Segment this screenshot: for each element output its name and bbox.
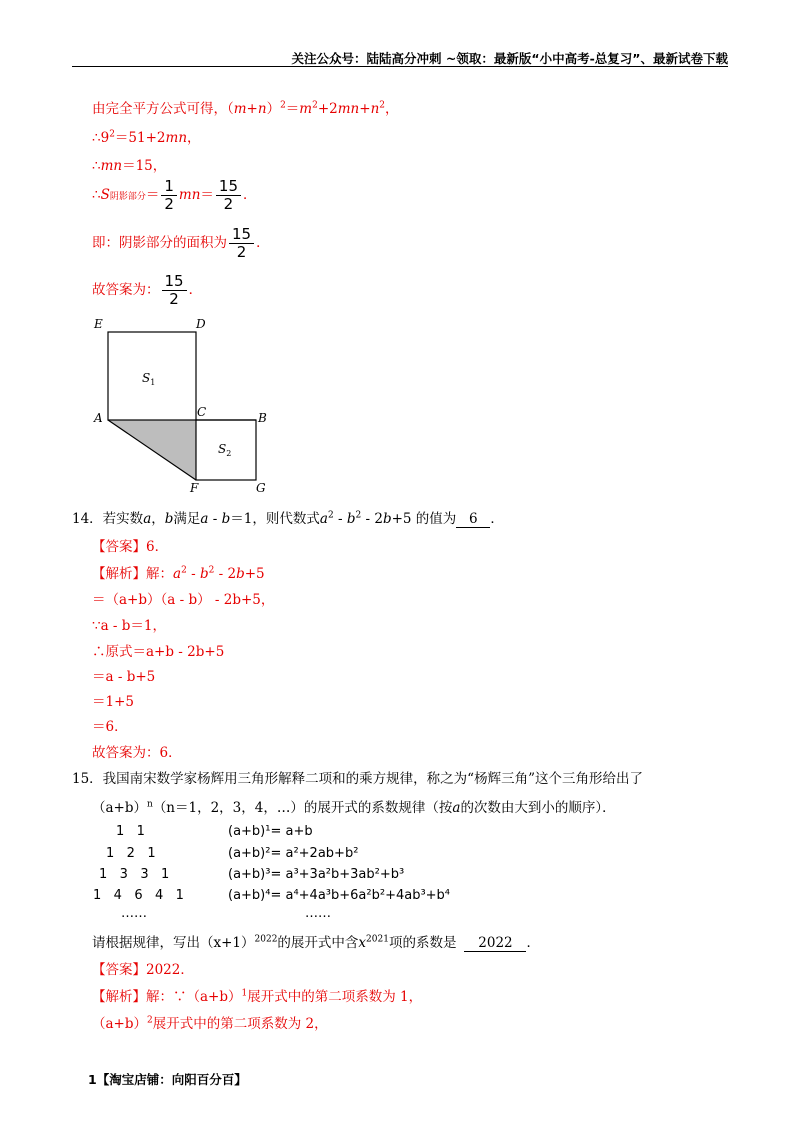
question-15-stem-line-1: 15．我国南宋数学家杨辉用三角形解释二项和的乘方规律，称之为“杨辉三角”这个三角形给出了: [72, 771, 643, 787]
solution-step: ∵a - b＝1，: [92, 618, 167, 634]
fraction-one-half: $\frac{1}{2}$: [161, 178, 177, 213]
solution-line-6: 故答案为： $\frac{15}{2}$ ．: [92, 272, 203, 308]
label-g: G: [256, 481, 266, 495]
label-d: D: [196, 317, 206, 331]
triangle-row: 1 2 1: [106, 846, 156, 861]
question-15-stem-line-2: $(a+b)^n(n=1$，2，3，4，…）的展开式的系数规律（按a的次数由大到小的顺序）．: [92, 799, 616, 816]
solution-step: ＝6．: [92, 719, 128, 735]
solution-step: ∴原式＝a+b - 2b+5: [92, 644, 225, 660]
page-header: 关注公众号：陆陆高分冲刺 ~领取：最新版“小中高考-总复习”、最新试卷下载: [291, 51, 728, 66]
solution-line-5: 即：阴影部分的面积为 $\frac{15}{2}$ ．: [92, 225, 270, 261]
label-f: F: [190, 481, 199, 495]
triangle-row: 1 1: [116, 824, 145, 839]
expansion-row: (a+b)³= a³+3a²b+3ab²+b³: [228, 867, 405, 882]
header-rule: [72, 66, 728, 67]
label-c: C: [197, 405, 207, 419]
fraction-fifteen-halves: $\frac{15}{2}$: [162, 273, 187, 308]
triangle-row: 1 4 6 4 1: [93, 888, 184, 903]
expansion-row: (a+b)¹= a+b: [228, 824, 313, 839]
expansion-row: ……: [305, 906, 331, 921]
fraction-fifteen-halves: $\frac{15}{2}$: [216, 178, 241, 213]
analysis-line: 【解析】解：$\because(a+b)^1$展开式中的第二项系数为 1，: [92, 988, 423, 1005]
question-15-prompt: 请根据规律，写出$(x+1)^{2022}$的展开式中含$x^{2021}$项的系数是 2022 ．: [92, 934, 540, 951]
answer-line: 【答案】2022．: [92, 962, 194, 978]
label-s1: $S_1$: [142, 371, 156, 387]
solution-step: ＝1+5: [92, 694, 134, 710]
label-a: A: [94, 411, 103, 425]
answer-blank: 2022: [464, 935, 526, 952]
solution-step: 故答案为：6．: [92, 745, 182, 761]
square-s1: [108, 332, 196, 420]
expansion-row: (a+b)⁴= a⁴+4a³b+6a²b²+4ab³+b⁴: [228, 888, 451, 903]
label-s2: $S_2$: [218, 442, 232, 458]
question-14-stem: 14．若实数a，b满足a - b＝1，则代数式$a^2 - b^2 - 2b+5$ 的值为 6 ．: [72, 510, 504, 527]
answer-blank: 6: [456, 511, 490, 528]
analysis-line: 【解析】解：$a^2 - b^2 - 2b+5$: [92, 565, 265, 582]
expansion-row: (a+b)²= a²+2ab+b²: [228, 846, 359, 861]
solution-line-3: ∴mn＝15，: [92, 158, 167, 174]
solution-step: ＝（a+b）（a - b） - 2b+5，: [92, 592, 275, 608]
solution-line-2: $\therefore 9^2=51+2mn$，: [92, 129, 201, 146]
geometry-figure: [86, 312, 286, 500]
triangle-row: ……: [121, 906, 147, 921]
answer-line: 【答案】6．: [92, 539, 169, 555]
solution-line-4: ∴S阴影部分＝ $\frac{1}{2}$ mn＝ $\frac{15}{2}$ ．: [92, 177, 257, 213]
fraction-fifteen-halves: $\frac{15}{2}$: [229, 226, 254, 261]
label-e: E: [94, 317, 103, 331]
triangle-row: 1 3 3 1: [99, 867, 170, 882]
label-b: B: [258, 411, 267, 425]
solution-step: ＝a - b+5: [92, 669, 156, 685]
page-footer: 1【淘宝店铺：向阳百分百】: [88, 1072, 247, 1087]
analysis-line: $(a+b)^2$展开式中的第二项系数为 2，: [92, 1015, 328, 1032]
solution-line-1: 由完全平方公式可得，$(m+n)^2=m^2+2mn+n^2$，: [92, 100, 399, 117]
